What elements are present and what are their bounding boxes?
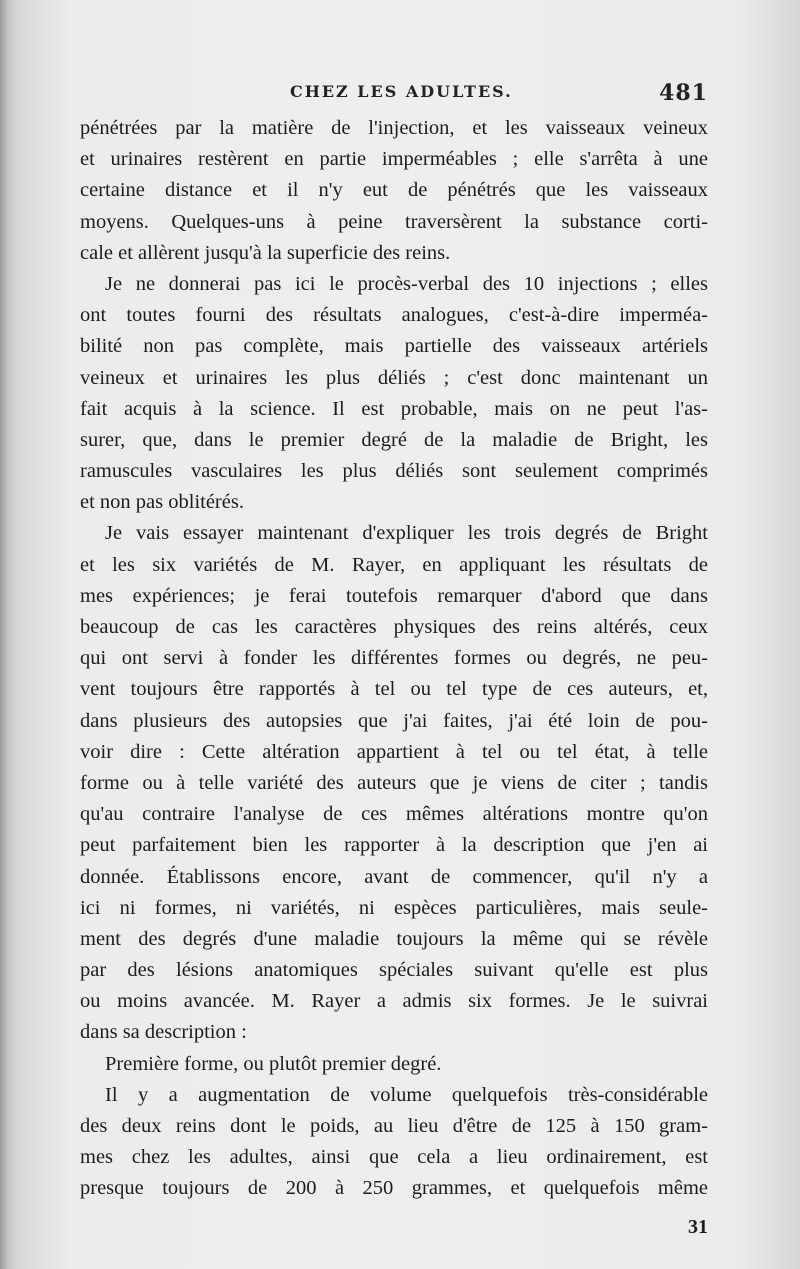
text-line: ramuscules vasculaires les plus déliés sont seulement comprimés bbox=[80, 460, 708, 483]
text-line: et non pas oblitérés. bbox=[80, 491, 244, 514]
text-line: veineux et urinaires les plus déliés ; c'est donc maintenant un bbox=[80, 366, 708, 389]
text-line: moyens. Quelques-uns à peine traversèrent la substance corti- bbox=[80, 210, 708, 233]
text-line: Je ne donnerai pas ici le procès-verbal des 10 injections ; elles bbox=[105, 272, 708, 295]
page-number: 481 bbox=[659, 80, 708, 106]
text-line: forme ou à telle variété des auteurs que je viens de citer ; tandis bbox=[80, 771, 708, 794]
text-line: mes expériences; je ferai toutefois remarquer d'abord que dans bbox=[80, 584, 708, 607]
text-line: cale et allèrent jusqu'à la superficie des reins. bbox=[80, 241, 451, 264]
text-line: Première forme, ou plutôt premier degré. bbox=[105, 1052, 442, 1075]
text-line: par des lésions anatomiques spéciales suivant qu'elle est plus bbox=[80, 959, 708, 982]
text-line: Je vais essayer maintenant d'expliquer les trois degrés de Bright bbox=[105, 522, 708, 545]
text-line: pénétrées par la matière de l'injection, et les vaisseaux veineux bbox=[80, 117, 708, 139]
text-line: des deux reins dont le poids, au lieu d'être de 125 à 150 gram- bbox=[80, 1115, 708, 1137]
body-text bbox=[80, 113, 708, 1205]
text-line: Il y a augmentation de volume quelquefois très-considérable bbox=[105, 1083, 708, 1106]
text-line: dans plusieurs des autopsies que j'ai faites, j'ai été loin de pou- bbox=[80, 709, 708, 732]
text-line: ici ni formes, ni variétés, ni espèces particulières, mais seule- bbox=[80, 896, 708, 919]
signature-mark: 31 bbox=[688, 1216, 708, 1238]
text-line: beaucoup de cas les caractères physiques des reins altérés, ceux bbox=[80, 616, 708, 638]
page-binding-shadow bbox=[0, 0, 14, 1269]
text-line: ont toutes fourni des résultats analogues, c'est-à-dire imperméa- bbox=[80, 304, 708, 327]
text-line: ou moins avancée. M. Rayer a admis six formes. Je le suivrai bbox=[80, 990, 708, 1013]
text-line: et les six variétés de M. Rayer, en appliquant les résultats de bbox=[80, 553, 708, 576]
text-line: qui ont servi à fonder les différentes formes ou degrés, ne peu- bbox=[80, 647, 708, 670]
text-line: mes chez les adultes, ainsi que cela a lieu ordinairement, est bbox=[80, 1146, 708, 1169]
text-line: donnée. Établissons encore, avant de commencer, qu'il n'y a bbox=[80, 865, 708, 888]
text-line: vent toujours être rapportés à tel ou tel type de ces auteurs, et, bbox=[80, 678, 708, 701]
text-line: qu'au contraire l'analyse de ces mêmes altérations montre qu'on bbox=[80, 803, 708, 826]
text-line: dans sa description : bbox=[80, 1021, 247, 1044]
text-line: certaine distance et il n'y eut de pénétrés que les vaisseaux bbox=[80, 179, 708, 202]
text-line: presque toujours de 200 à 250 grammes, et quelquefois même bbox=[80, 1177, 708, 1200]
text-line: et urinaires restèrent en partie imperméables ; elle s'arrêta à une bbox=[80, 148, 708, 171]
text-line: fait acquis à la science. Il est probable, mais on ne peut l'as- bbox=[80, 397, 708, 420]
text-line: bilité non pas complète, mais partielle des vaisseaux artériels bbox=[80, 335, 708, 358]
text-line: surer, que, dans le premier degré de la maladie de Bright, les bbox=[80, 428, 708, 451]
text-line: peut parfaitement bien les rapporter à la description que j'en ai bbox=[80, 834, 708, 857]
text-line: voir dire : Cette altération appartient à tel ou tel état, à telle bbox=[80, 740, 708, 763]
text-line: ment des degrés d'une maladie toujours la même qui se révèle bbox=[80, 927, 708, 950]
running-head bbox=[80, 80, 708, 110]
running-title: CHEZ LES ADULTES. bbox=[290, 82, 513, 101]
